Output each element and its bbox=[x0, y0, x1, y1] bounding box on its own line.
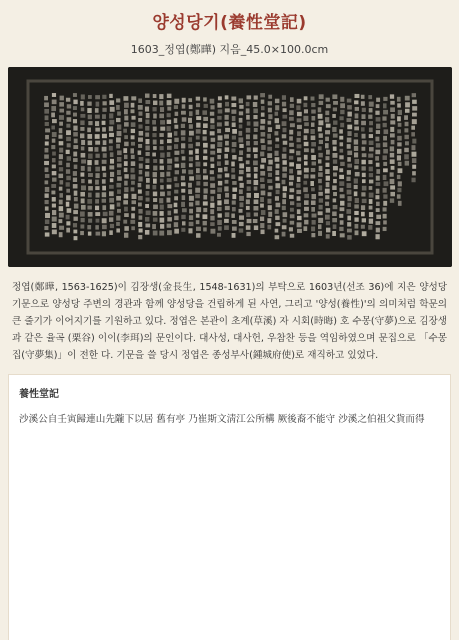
original-text-heading: 養性堂記 bbox=[19, 389, 59, 400]
original-text-body bbox=[19, 410, 440, 429]
plaque-photo bbox=[8, 67, 452, 267]
page-title: 양성당기(養性堂記) bbox=[152, 13, 307, 33]
plaque-image bbox=[8, 67, 452, 267]
description-paragraph: 정엽(鄭曄, 1563-1625)이 김장생(金長生, 1548-1631)의 부탁으로 1603년(선조 36)에 지은 양성당 기문으로 양성당 주변의 경관과 함께 양성당을 건립하게 된 사연, 그리고 '양성(養性)'의 의미처럼 학문의 큰 줄기가 이어지기를 기원하고 있다. 정엽은 본관이 초계(草溪) 자 시회(時晦) 호 수몽(守夢)으로 김장생과 같은 율곡 (栗谷) 이이(李珥)의 문인이다. 대사성, 대사헌, 우참찬 등을 역임하였으며 문집으로 「수몽집(守夢集)」이 전한 다. 기문을 쓸 당시 정엽은 종성부사(鍾城府使)로 재직하고 있었다. bbox=[12, 282, 447, 361]
original-text-box bbox=[8, 374, 451, 640]
original-text-line: 沙溪公自壬寅歸連山先隴下以居 舊有亭 乃崔斯文淸江公所構 厥後裔不能守 沙溪之伯祖父貨而得 bbox=[19, 414, 425, 425]
plaque-caption: 1603_정엽(鄭曄) 지음_45.0×100.0cm bbox=[130, 43, 329, 56]
